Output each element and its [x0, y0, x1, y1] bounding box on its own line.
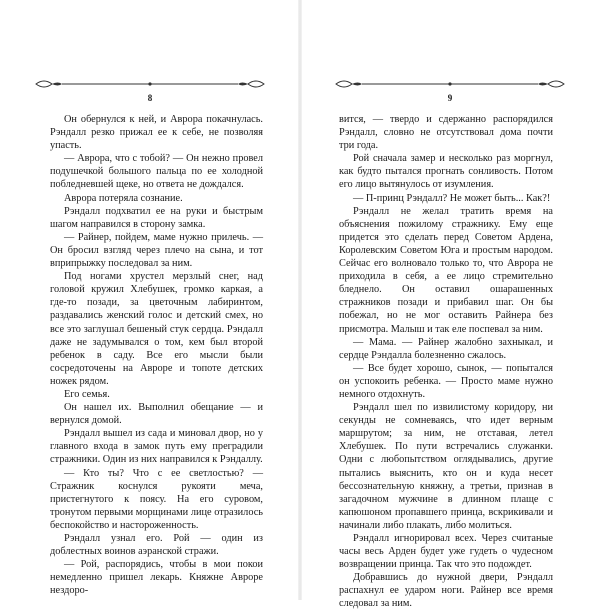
paragraph: Рэндалл вышел из сада и миновал двор, но у главного входа в замок путь ему преградили стражники. Один из них направился к Рэндаллу. [50, 428, 263, 466]
paragraph: — Райнер, пойдем, маме нужно прилечь. — Он бросил взгляд через плечо на сына, и тот вприпрыжку последовал за ним. [50, 231, 263, 270]
paragraph: Рэндалл шел по извилистому коридору, ни секунды не сомневаясь, что идет верным маршрутом; за ним, не отставая, летел Хлебушек. По пути встречались служанки. Одни с любопытством оглядывались, другие пытались выяснить, кто он и куда несет бессознательную княжну, а третьи, признав в загадочном мужчине в длинном плаще с капюшоном пропавшего принца, вскрикивали и начинали либо плакать, либо молиться. [339, 402, 553, 531]
page-text [50, 113, 263, 597]
header-ornament [334, 76, 566, 92]
paragraph: Рэндалл узнал его. Рой — один из доблестных воинов аэранской стражи. [50, 533, 263, 558]
paragraph: — Мама. — Райнер жалобно захныкал, и сердце Рэндалла болезненно сжалось. [339, 336, 553, 361]
page-text [339, 113, 553, 611]
right-page [300, 0, 600, 610]
paragraph: Аврора потеряла сознание. [64, 192, 183, 204]
paragraph: Рой сначала замер и несколько раз моргнул, как будто пытался прогнать сонливость. Потом его лицо вытянулось от изумления. [339, 153, 553, 191]
paragraph: Рэндалл игнорировал всех. Через считаные часы весь Арден будет уже гудеть о чудесном возвращении принца. Так что это подождет. [339, 533, 553, 571]
paragraph: Под ногами хрустел мерзлый снег, над головой кружил Хлебушек, громко каркая, а где-то позади, за цветочным лабиринтом, раздавались женский голос и детский смех, но все это заглушал бешеный стук сердца. Рэндалл даже не задумывался о том, кем был второй ребенок в саду. Все его мысли были сосредоточены на Авроре и топоте детских ножек рядом. [50, 271, 263, 387]
paragraph: Рэндалл не желал тратить время на объяснения пожилому стражнику. Ему еще придется это сделать перед Советом Ардена, Королевским Советом Юга и простым народом. Сейчас его волновало только то, что Аврора не приходила в себя, а ее лицо стремительно бледнело. Он оставил ошарашенных стражников позади и прибавил шаг. Он бы побежал, но не мог оставить Райнера без присмотра. Малыш и так еле поспевал за ним. [339, 205, 553, 335]
paragraph: Он обернулся к ней, и Аврора покачнулась. Рэндалл резко прижал ее к себе, не позволяя упасть. [50, 114, 263, 152]
header-ornament [34, 76, 266, 92]
left-page [0, 0, 300, 600]
page-number: 8 [147, 93, 153, 103]
page-number: 9 [447, 93, 453, 103]
paragraph: Рэндалл подхватил ее на руки и быстрым шагом направился в сторону замка. [50, 205, 263, 230]
paragraph: — Рой, распорядись, чтобы в мои покои немедленно пришел лекарь. Княжне Авроре нездоро- [50, 559, 263, 597]
paragraph: — Все будет хорошо, сынок, — попытался он успокоить ребенка. — Просто маме нужно немного отдохнуть. [339, 362, 553, 400]
paragraph: Добравшись до нужной двери, Рэндалл распахнул ее ударом ноги. Райнер все время следовал за ним. [339, 572, 553, 610]
paragraph: — П-принц Рэндалл? Не может быть... Как?! [353, 192, 551, 204]
paragraph: Он нашел их. Выполнил обещание — и вернулся домой. [50, 402, 263, 427]
paragraph: Его семья. [64, 388, 110, 400]
paragraph: — Аврора, что с тобой? — Он нежно провел подушечкой большого пальца по ее холодной побледневшей щеке, но ответа не дождался. [50, 153, 263, 191]
paragraph: — Кто ты? Что с ее светлостью? — Стражник коснулся рукояти меча, пристегнутого к поясу. На его суровом, тронутом первыми морщинами лице отразилось беспокойство и настороженность. [50, 467, 263, 531]
paragraph: вится, — твердо и сдержанно распорядился Рэндалл, словно не отсутствовал дома почти три года. [339, 114, 553, 152]
